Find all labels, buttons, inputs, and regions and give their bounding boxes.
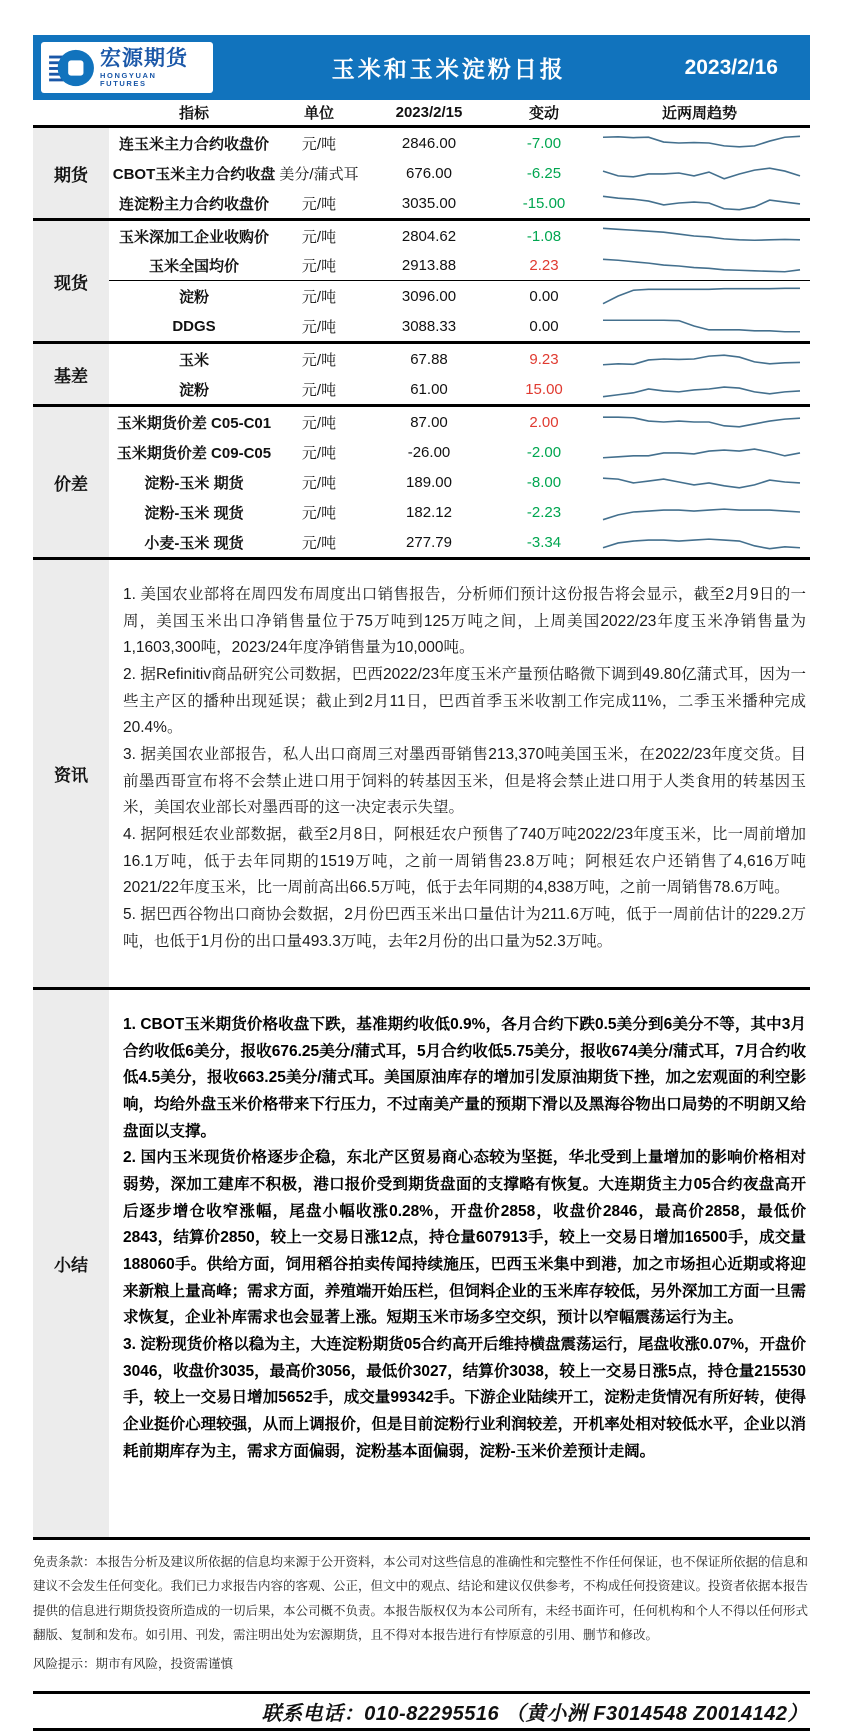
table-row: [109, 437, 810, 467]
group-label: 价差: [33, 407, 109, 557]
trend-cell: [589, 437, 810, 467]
table-row: [109, 497, 810, 527]
trend-cell: [589, 311, 810, 341]
table-column-headers: [33, 100, 810, 128]
news-section-label: 资讯: [33, 560, 109, 987]
value-cell: 2846.00: [401, 134, 457, 152]
trend-cell: [589, 467, 810, 497]
value-cell: 87.00: [410, 413, 448, 431]
table-row: [109, 467, 810, 497]
sparkline-svg: [603, 410, 800, 434]
group-label: 期货: [33, 128, 109, 218]
news-text: [109, 560, 810, 987]
table-row: [109, 311, 810, 341]
sparkline-svg: [603, 500, 800, 524]
sparkline-svg: [603, 530, 800, 554]
table-row: [109, 344, 810, 374]
summary-section: [33, 990, 810, 1540]
indicator-cell: 玉米: [178, 351, 209, 369]
contact-phone: 联系电话：010-82295516 （黄小洲 F3014548 Z0014142）: [261, 1702, 808, 1725]
change-cell: 2.00: [529, 413, 559, 431]
sparkline-svg: [603, 314, 800, 338]
indicator-cell: 连淀粉主力合约收盘价: [118, 195, 269, 213]
indicator-cell: 玉米期货价差 C05-C01: [116, 414, 272, 432]
change-cell: 0.00: [529, 287, 559, 305]
unit-cell: 元/吨: [301, 444, 337, 462]
risk-note: 风险提示：期市有风险，投资需谨慎: [33, 1656, 234, 1671]
disclaimer-text: 免责条款：本报告分析及建议所依据的信息均来源于公开资料，本公司对这些信息的准确性和完整性不作任何保证，也不保证所依据的信息和建议不会发生任何变化。我们已力求报告内容的客观、公正，但文中的观点、结论和建议仅供参考，不构成任何投资建议。投资者依据本报告提供的信息进行期货投资所造成的一切后果，本公司概不负责。本报告版权仅为本公司所有，未经书面许可，任何机构和个人不得以任何形式翻版、复制和发布。如引用、刊发，需注明出处为宏源期货，且不得对本报告进行有悖原意的引用、删节和修改。: [33, 1555, 809, 1643]
summary-paragraph: 3. 淀粉现货价格以稳为主，大连淀粉期货05合约高开后维持横盘震荡运行，尾盘收涨0.07%，开盘价3046，收盘价3035，最高价3056，最低价3027，结算价3038，较上一交易日涨5点，持仓量215530手，较上一交易日增加5652手，成交量99342手。下游企业陆续开工，淀粉走货情况有所好转，使得企业挺价心理较强，从而上调报价，但是目前淀粉行业利润较差，开机率处相对较低水平，企业以消耗前期库存为主，需求方面偏弱，淀粉基本面偏弱，淀粉-玉米价差预计走阔。: [123, 1335, 806, 1460]
change-cell: 2.23: [529, 257, 559, 274]
group-label: 现货: [33, 221, 109, 341]
news-paragraph: 5. 据巴西谷物出口商协会数据，2月份巴西玉米出口量估计为211.6万吨，低于一周前估计的229.2万吨，也低于1月份的出口量493.3万吨，去年2月份的出口量为52.3万吨。: [123, 905, 806, 950]
trend-cell: [589, 221, 810, 251]
sparkline-svg: [603, 224, 800, 248]
report-date: 2023/2/16: [684, 55, 778, 79]
news-paragraph: 1. 美国农业部将在周四发布周度出口销售报告，分析师们预计这份报告将会显示，截至2月9日的一周，美国玉米出口净销售量位于75万吨到125万吨之间，上周美国2022/23年度玉米净销售量为1,1603,300吨，2023/24年度净销售量为10,000吨。: [123, 586, 806, 657]
value-cell: 189.00: [406, 473, 452, 491]
report-title: 玉米和玉米淀粉日报: [331, 56, 566, 82]
unit-cell: 元/吨: [301, 288, 337, 306]
report-header: [33, 35, 810, 100]
table-row: [109, 128, 810, 158]
table-row: [109, 374, 810, 404]
trend-cell: [589, 374, 810, 404]
indicator-table: [33, 128, 810, 560]
value-cell: 3035.00: [401, 194, 457, 212]
change-cell: 0.00: [529, 317, 559, 335]
trend-cell: [589, 281, 810, 311]
group-rows: [109, 128, 810, 218]
trend-cell: [589, 527, 810, 557]
change-cell: -7.00: [526, 134, 562, 152]
unit-cell: 元/吨: [301, 351, 337, 369]
table-row: [109, 221, 810, 251]
indicator-cell: CBOT玉米主力合约收盘: [112, 165, 276, 183]
news-section: [33, 560, 810, 990]
summary-section-label: 小结: [33, 990, 109, 1537]
column-header-unit: 单位: [303, 105, 334, 122]
sparkline-svg: [603, 347, 800, 371]
table-group: [33, 221, 810, 344]
sparkline-svg: [603, 377, 800, 401]
unit-cell: 元/吨: [301, 474, 337, 492]
unit-cell: 元/吨: [301, 258, 337, 275]
value-cell: 2913.88: [401, 257, 457, 274]
change-cell: 9.23: [529, 350, 559, 368]
trend-cell: [589, 158, 810, 188]
table-row: [109, 527, 810, 557]
logo-coin-icon: [49, 47, 95, 89]
logo-en-text: HONGYUAN FUTURES: [100, 71, 157, 88]
unit-cell: 元/吨: [301, 414, 337, 432]
news-paragraph: 4. 据阿根廷农业部数据，截至2月8日，阿根廷农户预售了740万吨2022/23年度玉米，比一周前增加16.1万吨，低于去年同期的1519万吨，之前一周销售23.8万吨；阿根廷农户还销售了4,616万吨2021/22年度玉米，比一周前高出66.5万吨，低于去年同期的4,838万吨，之前一周销售78.6万吨。: [123, 825, 806, 897]
trend-cell: [589, 497, 810, 527]
value-cell: 277.79: [406, 533, 452, 551]
indicator-cell: DDGS: [172, 317, 216, 335]
group-rows: [109, 344, 810, 404]
sparkline-svg: [603, 161, 800, 185]
table-row: [109, 158, 810, 188]
indicator-cell: 淀粉: [178, 381, 209, 399]
company-logo: [41, 42, 213, 93]
disclaimer-block: [33, 1540, 810, 1694]
trend-cell: [589, 251, 810, 280]
change-cell: 15.00: [525, 380, 563, 398]
indicator-cell: 小麦-玉米 现货: [144, 534, 244, 552]
summary-paragraph: 2. 国内玉米现货价格逐步企稳，东北产区贸易商心态较为坚挺，华北受到上量增加的影响价格相对弱势，深加工建库不积极，港口报价受到期货盘面的支撑略有恢复。大连期货主力05合约夜盘高开后逐步增仓收窄涨幅，尾盘小幅收涨0.28%，开盘价2858，收盘价2846，最高价2858，最低价2843，结算价2850，较上一交易日涨12点，持仓量607913手，较上一交易日增加16500手，成交量188060手。供给方面，饲用稻谷拍卖传闻持续施压，巴西玉米集中到港，加之市场担心近期或将迎来新粮上量高峰；需求方面，养殖端开始压栏，但饲料企业的玉米库存较低，另外深加工方面一旦需求恢复，企业补库需求也会显著上涨。短期玉米市场多空交织，预计以窄幅震荡运行为主。: [123, 1149, 806, 1327]
value-cell: 3096.00: [401, 287, 457, 305]
unit-cell: 美分/蒲式耳: [279, 165, 359, 183]
table-row: [109, 407, 810, 437]
sparkline-svg: [603, 440, 800, 464]
table-group: [33, 344, 810, 407]
report-page: [0, 35, 843, 1725]
table-row: [109, 188, 810, 218]
unit-cell: 元/吨: [301, 504, 337, 522]
group-rows: [109, 407, 810, 557]
change-cell: -8.00: [526, 473, 562, 491]
news-paragraph: 2. 据Refinitiv商品研究公司数据，巴西2022/23年度玉米产量预估略微下调到49.80亿蒲式耳，因为一些主产区的播种出现延误；截止到2月11日，巴西首季玉米收割工作完成11%，二季玉米播种完成20.4%。: [123, 665, 806, 737]
table-group: [33, 128, 810, 221]
column-header-date-value: 2023/2/15: [395, 104, 463, 121]
value-cell: -26.00: [407, 443, 451, 461]
sparkline-svg: [603, 470, 800, 494]
report-body: [33, 35, 810, 1731]
indicator-cell: 淀粉-玉米 现货: [144, 504, 244, 522]
unit-cell: 元/吨: [301, 381, 337, 399]
change-cell: -15.00: [522, 194, 566, 212]
sparkline-svg: [603, 254, 800, 278]
summary-paragraph: 1. CBOT玉米期货价格收盘下跌，基准期约收低0.9%，各月合约下跌0.5美分到6美分不等，其中3月合约收低6美分，报收676.25美分/蒲式耳，5月合约收低5.75美分，报收674美分/蒲式耳，7月合约收低4.5美分，报收663.25美分/蒲式耳。美国原油库存的增加引发原油期货下挫，加之宏观面的利空影响，均给外盘玉米价格带来下行压力，不过南美产量的预期下滑以及黑海谷物出口局势的不明朗又给盘面以支撑。: [123, 1016, 806, 1140]
trend-cell: [589, 188, 810, 218]
indicator-cell: 连玉米主力合约收盘价: [118, 135, 269, 153]
sparkline-svg: [603, 131, 800, 155]
table-row: [109, 281, 810, 311]
logo-text: [100, 48, 205, 87]
news-paragraph: 3. 据美国农业部报告，私人出口商周三对墨西哥销售213,370吨美国玉米，在2022/23年度交货。目前墨西哥宣布将不会禁止进口用于饲料的转基因玉米，但是将会禁止进口用于人类食用的转基因玉米，美国农业部长对墨西哥的这一决定表示失望。: [123, 745, 806, 817]
value-cell: 3088.33: [401, 317, 457, 335]
column-header-trend: 近两周趋势: [661, 105, 737, 122]
trend-cell: [589, 407, 810, 437]
unit-cell: 元/吨: [301, 228, 337, 246]
group-label: 基差: [33, 344, 109, 404]
trend-cell: [589, 128, 810, 158]
footer-bar: [33, 1694, 810, 1731]
change-cell: -2.23: [526, 503, 562, 521]
unit-cell: 元/吨: [301, 195, 337, 213]
value-cell: 182.12: [406, 503, 452, 521]
group-rows: [109, 221, 810, 341]
value-cell: 67.88: [410, 350, 448, 368]
summary-text: [109, 990, 810, 1537]
indicator-cell: 淀粉: [178, 288, 209, 306]
indicator-cell: 玉米期货价差 C09-C05: [116, 444, 272, 462]
change-cell: -3.34: [526, 533, 562, 551]
unit-cell: 元/吨: [301, 135, 337, 153]
value-cell: 676.00: [406, 164, 452, 182]
indicator-cell: 淀粉-玉米 期货: [144, 474, 244, 492]
logo-cn-text: 宏源期货: [100, 47, 188, 70]
change-cell: -6.25: [526, 164, 562, 182]
table-row: [109, 251, 810, 281]
change-cell: -2.00: [526, 443, 562, 461]
indicator-cell: 玉米深加工企业收购价: [118, 228, 269, 246]
column-header-indicator: 指标: [178, 105, 209, 122]
unit-cell: 元/吨: [301, 534, 337, 552]
value-cell: 2804.62: [401, 227, 457, 245]
value-cell: 61.00: [410, 380, 448, 398]
table-group: [33, 407, 810, 560]
sparkline-svg: [603, 191, 800, 215]
column-header-change: 变动: [528, 105, 559, 122]
sparkline-svg: [603, 284, 800, 308]
change-cell: -1.08: [526, 227, 562, 245]
trend-cell: [589, 344, 810, 374]
unit-cell: 元/吨: [301, 318, 337, 336]
indicator-cell: 玉米全国均价: [148, 258, 239, 275]
